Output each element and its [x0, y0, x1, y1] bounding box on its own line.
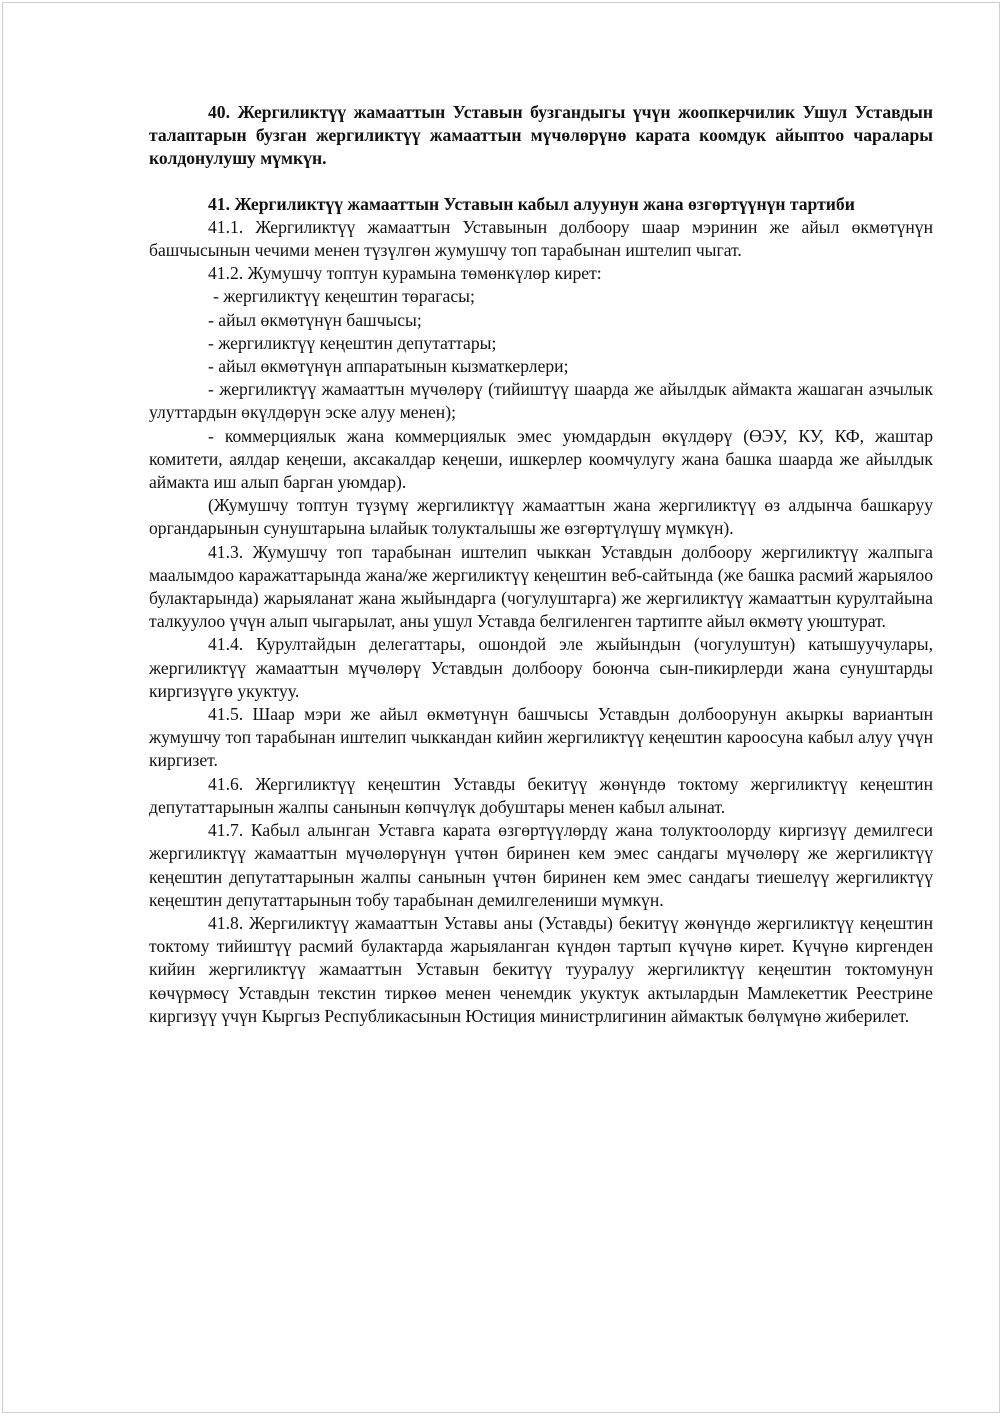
- list-item: - айыл өкмөтүнүн аппаратынын кызматкерлери;: [208, 356, 569, 377]
- spacer: [149, 171, 933, 193]
- paragraph-note: (Жумушчу топтун түзүмү жергиликтүү жамааттын жана жергиликтүү өз алдынча башкаруу органдарынын сунуштарына ылайык толукталышы же өзгөртүлүшү мүмкүн).: [149, 495, 933, 539]
- list-item: - жергиликтүү жамааттын мүчөлөрү (тийиштүү шаарда же айылдык аймакта жашаган азчылык улуттардын өкүлдөрүн эске алуу менен);: [149, 379, 933, 423]
- paragraph-41-6: 41.6. Жергиликтүү кеңештин Уставды бекитүү жөнүндө токтому жергиликтүү кеңештин депутаттарынын жалпы санынын көпчүлүк добуштары менен кабыл алынат.: [149, 773, 933, 817]
- list-item: - айыл өкмөтүнүн башчысы;: [208, 309, 422, 330]
- list-item: - коммерциялык жана коммерциялык эмес уюмдардын өкүлдөрү (ӨЭУ, КУ, КФ, жаштар комитети, аялдар кеңеши, аксакалдар кеңеши, ишкерлер коомчулугу жана башка шаарда же айылдык аймакта иш алып барган уюмдар).: [149, 425, 933, 493]
- paragraph-41-2: 41.2. Жумушчу топтун курамына төмөнкүлөр кирет:: [208, 263, 602, 284]
- paragraph-41-7: 41.7. Кабыл алынган Уставга карата өзгөртүүлөрдү жана толуктоолорду киргизүү демилгеси жергиликтүү жамааттын мүчөлөрүнүн үчтөн биринен кем эмес сандагы мүчөлөрү же жергиликтүү кеңештин депутаттарынын жалпы санынын үчтөн биринен кем эмес сандагы тиешелүү жергиликтүү кеңештин депутаттарынын тобу тарабынан демилгелениши мүмкүн.: [149, 820, 933, 910]
- section-41-heading: 41. Жергиликтүү жамааттын Уставын кабыл алуунун жана өзгөртүүнүн тартиби: [208, 193, 855, 214]
- list-item: - жергиликтүү кеңештин төрагасы;: [213, 286, 475, 307]
- document-page: [2, 2, 1000, 1413]
- paragraph-41-8: 41.8. Жергиликтүү жамааттын Уставы аны (Уставды) бекитүү жөнүндө жергиликтүү кеңештин токтому тийиштүү расмий булактарда жарыяланган күндөн тартып күчүнө кирет. Күчүнө киргенден кийин жергиликтүү жамааттын Уставын бекитүү тууралуу жергиликтүү кеңештин токтомунун көчүрмөсү Уставдын текстин тиркөө менен ченемдик укуктук актылардын Мамлекеттик Реестрине киргизүү үчүн Кыргыз Республикасынын Юстиция министрлигинин аймактык бөлүмүнө жиберилет.: [149, 912, 933, 1026]
- paragraph-41-3: 41.3. Жумушчу топ тарабынан иштелип чыккан Уставдын долбоору жергиликтүү жалпыга маалымдоо каражаттарында жана/же жергиликтүү кеңештин веб-сайтында (же башка расмий жарыялоо булактарында) жарыяланат жана жыйындарга (чогулуштарга) же жергиликтүү жамааттын курултайына талкуулоо үчүн алып чыгарылат, аны ушул Уставда белгиленген тартипте айыл өкмөтү уюштурат.: [149, 541, 933, 632]
- document-body: [149, 101, 933, 1028]
- list-item: - жергиликтүү кеңештин депутаттары;: [208, 332, 497, 353]
- paragraph-41-5: 41.5. Шаар мэри же айыл өкмөтүнүн башчысы Уставдын долбоорунун акыркы вариантын жумушчу топ тарабынан иштелип чыккандан кийин жергиликтүү кеңештин кароосуна кабыл алуу үчүн киргизет.: [149, 704, 933, 771]
- paragraph-41-1: 41.1. Жергиликтүү жамааттын Уставынын долбоору шаар мэринин же айыл өкмөтүнүн башчысынын чечими менен түзүлгөн жумушчу топ тарабынан иштелип чыгат.: [149, 216, 933, 261]
- paragraph-41-4: 41.4. Курултайдын делегаттары, ошондой эле жыйындын (чогулуштун) катышуучулары, жергиликтүү жамааттын мүчөлөрү Уставдын долбоору боюнча сын-пикирлерди жана сунуштарды киргизүүгө укуктуу.: [149, 634, 933, 701]
- section-40-heading: 40. Жергиликтүү жамааттын Уставын бузгандыгы үчүн жоопкерчилик Ушул Уставдын талаптарын бузган жергиликтүү жамааттын мүчөлөрүнө карата коомдук айыптоо чаралары колдонулушу мүмкүн.: [149, 102, 933, 169]
